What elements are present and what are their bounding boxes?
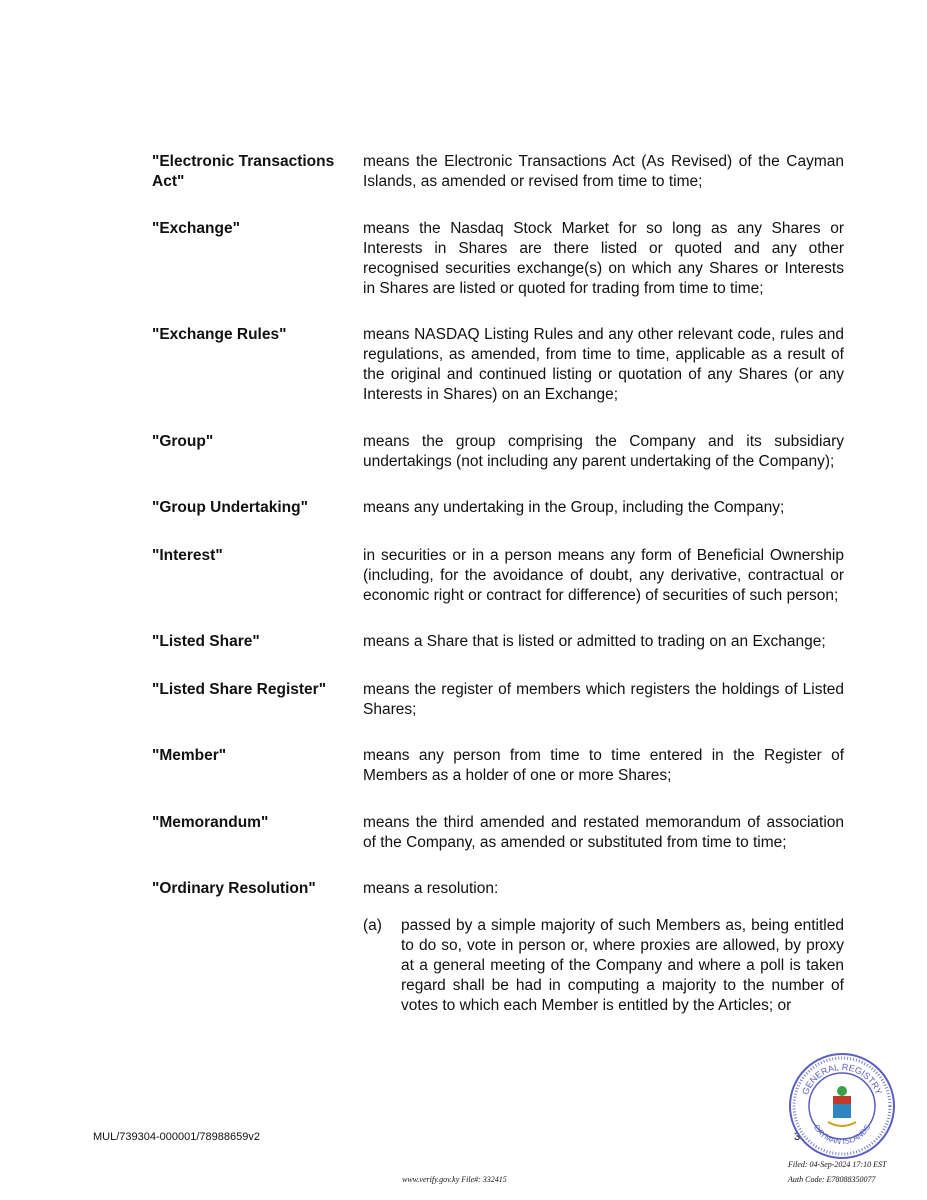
definition: means any person from time to time entered in the Register of Members as a holder of one or more Shares; xyxy=(363,747,844,784)
term: "Listed Share Register" xyxy=(152,681,327,698)
definition: means the register of members which registers the holdings of Listed Shares; xyxy=(363,681,844,718)
term: "Listed Share" xyxy=(152,633,260,650)
term: "Exchange Rules" xyxy=(152,326,287,343)
definition: means a resolution: xyxy=(363,880,499,897)
term: "Exchange" xyxy=(152,220,240,237)
definition: in securities or in a person means any form of Beneficial Ownership (including, for the avoidance of doubt, any derivative, contractual or economic right or contract for difference) of securities of such person; xyxy=(363,547,844,604)
term: "Group Undertaking" xyxy=(152,499,308,516)
auth-code: Auth Code: E78088350077 xyxy=(788,1175,876,1184)
term: "Member" xyxy=(152,747,227,764)
filed-date: Filed: 04-Sep-2024 17:10 EST xyxy=(788,1160,887,1169)
definition: means any undertaking in the Group, including the Company; xyxy=(363,499,785,516)
sub-clause-text: passed by a simple majority of such Members as, being entitled to do so, vote in person or, where proxies are allowed, by proxy at a general meeting of the Company and where a poll is taken regard shall be had in computing a majority to the number of votes to which each Member is entitled by the Articles; or xyxy=(401,917,844,1014)
page-number: 3 xyxy=(794,1131,801,1143)
term: "Electronic Transactions Act" xyxy=(152,153,335,190)
definition: means the Nasdaq Stock Market for so long as any Shares or Interests in Shares are there listed or quoted and any other recognised securities exchange(s) on which any Shares or Interests in Shares are listed or quoted for trading from time to time; xyxy=(363,220,844,297)
definition: means NASDAQ Listing Rules and any other relevant code, rules and regulations, as amended, from time to time, applicable as a result of the original and continued listing or quotation of any Shares (or any Interests in Shares) on an Exchange; xyxy=(363,326,844,403)
term: "Group" xyxy=(152,433,214,450)
sub-clause-label: (a) xyxy=(363,917,382,934)
term: "Interest" xyxy=(152,547,223,564)
registry-seal-icon xyxy=(788,1052,896,1160)
definition: means the third amended and restated memorandum of association of the Company, as amended or substituted from time to time; xyxy=(363,814,844,851)
svg-text:GENERAL REGISTRY: GENERAL REGISTRY xyxy=(800,1061,884,1097)
term: "Memorandum" xyxy=(152,814,269,831)
svg-text:CAYMAN ISLANDS: CAYMAN ISLANDS xyxy=(811,1122,873,1147)
definition-row xyxy=(152,879,844,1019)
filing-info xyxy=(788,1157,886,1187)
verification-site: www.verify.gov.ky File#: 332415 xyxy=(402,1175,507,1184)
definition: means the group comprising the Company and its subsidiary undertakings (not including any parent undertaking of the Company); xyxy=(363,433,844,470)
term: "Ordinary Resolution" xyxy=(152,880,316,897)
definition: means the Electronic Transactions Act (As Revised) of the Cayman Islands, as amended or revised from time to time; xyxy=(363,153,844,190)
document-reference: MUL/739304-000001/78988659v2 xyxy=(93,1131,260,1143)
definition: means a Share that is listed or admitted to trading on an Exchange; xyxy=(363,633,826,650)
